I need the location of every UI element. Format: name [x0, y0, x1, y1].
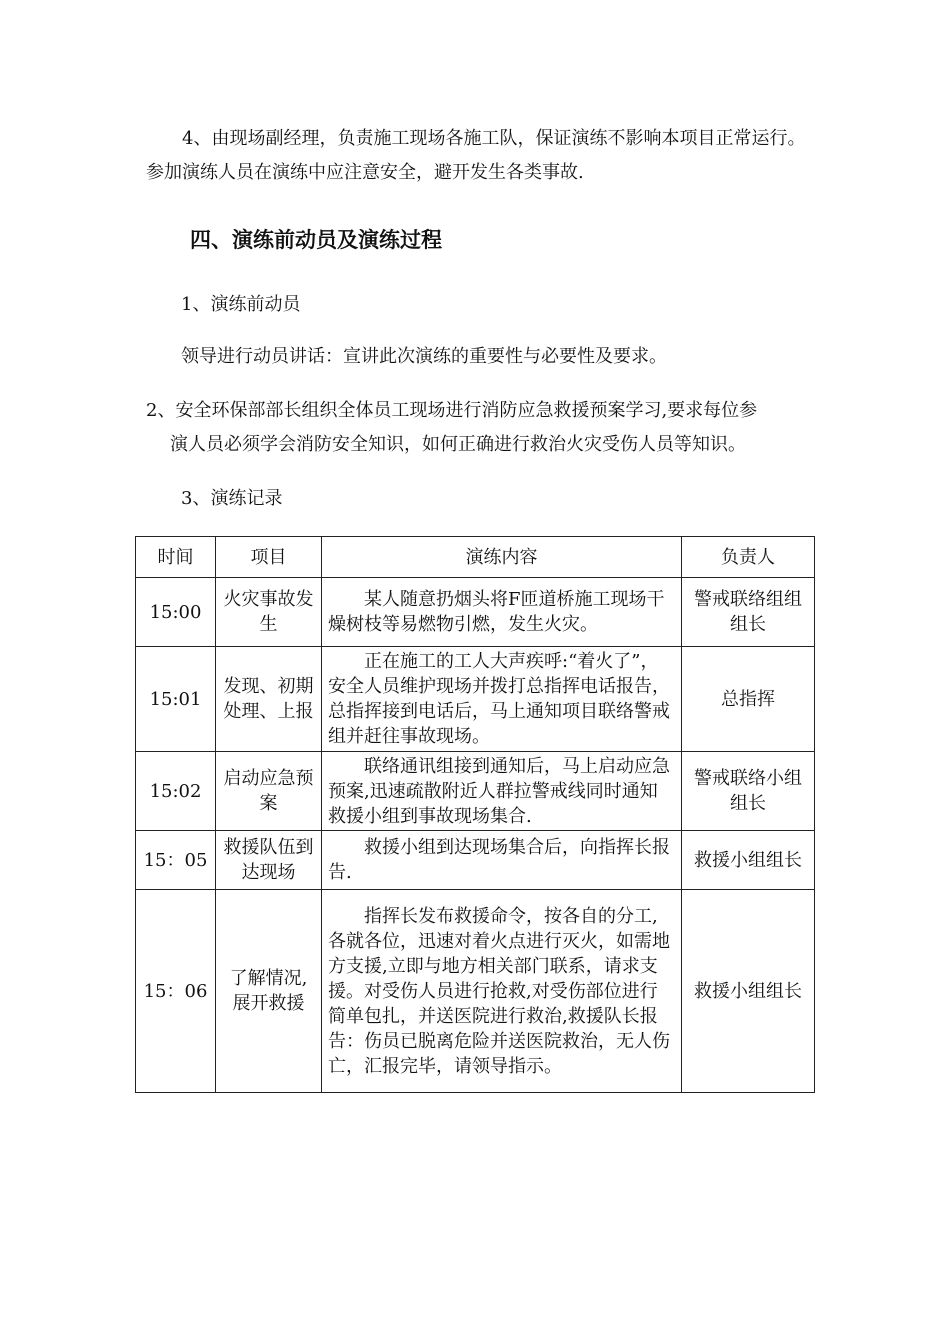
drill-record-table	[135, 536, 815, 1093]
header-owner: 负责人	[682, 537, 815, 578]
header-time: 时间	[136, 537, 216, 578]
cell-owner: 总指挥	[682, 647, 815, 752]
paragraph-item-4: 4、由现场副经理，负责施工现场各施工队，保证演练不影响本项目正常运行。参加演练人员在演练中应注意安全，避开发生各类事故.	[146, 128, 806, 183]
cell-item: 了解情况,展开救援	[216, 890, 322, 1093]
cell-item: 发现、初期处理、上报	[216, 647, 322, 752]
cell-time: 15:00	[136, 578, 216, 647]
cell-content: 指挥长发布救援命令，按各自的分工,各就各位，迅速对着火点进行灭火，如需地方支援,立即与地方相关部门联系，请求支援。对受伤人员进行抢救,对受伤部位进行简单包扎，并送医院进行救治,救援队长报告：伤员已脱离危险并送医院救治，无人伤亡，汇报完毕，请领导指示。	[322, 890, 682, 1093]
cell-item: 启动应急预案	[216, 752, 322, 831]
table-header-row	[136, 537, 815, 578]
cell-item: 火灾事故发生	[216, 578, 322, 647]
table-row	[136, 647, 815, 752]
table-row	[136, 890, 815, 1093]
cell-owner: 救援小组组长	[682, 890, 815, 1093]
header-item: 项目	[216, 537, 322, 578]
table-row	[136, 578, 815, 647]
cell-owner: 警戒联络小组组长	[682, 752, 815, 831]
subsection-body-1: 领导进行动员讲话：宣讲此次演练的重要性与必要性及要求。	[181, 346, 667, 367]
cell-time: 15:02	[136, 752, 216, 831]
table-row	[136, 752, 815, 831]
cell-content: 救援小组到达现场集合后，向指挥长报告.	[322, 831, 682, 890]
cell-owner: 救援小组组长	[682, 831, 815, 890]
cell-owner: 警戒联络组组组长	[682, 578, 815, 647]
cell-item: 救援队伍到达现场	[216, 831, 322, 890]
subsection-heading-1: 1、演练前动员	[181, 294, 301, 315]
subsection-2-line-1: 2、安全环保部部长组织全体员工现场进行消防应急救援预案学习,要求每位参	[146, 400, 758, 421]
table-row	[136, 831, 815, 890]
cell-content: 联络通讯组接到通知后，马上启动应急预案,迅速疏散附近人群拉警戒线同时通知救援小组到事故现场集合.	[322, 752, 682, 831]
cell-content: 正在施工的工人大声疾呼:“着火了”，安全人员维护现场并拨打总指挥电话报告，总指挥接到电话后，马上通知项目联络警戒组并赶往事故现场。	[322, 647, 682, 752]
subsection-heading-3: 3、演练记录	[181, 488, 283, 509]
cell-time: 15：06	[136, 890, 216, 1093]
subsection-2-line-2: 演人员必须学会消防安全知识，如何正确进行救治火灾受伤人员等知识。	[170, 434, 746, 455]
subsection-2	[146, 394, 816, 462]
section-title: 四、演练前动员及演练过程	[190, 228, 442, 252]
header-content: 演练内容	[322, 537, 682, 578]
cell-content: 某人随意扔烟头将F匝道桥施工现场干燥树枝等易燃物引燃，发生火灾。	[322, 578, 682, 647]
cell-time: 15：05	[136, 831, 216, 890]
cell-time: 15:01	[136, 647, 216, 752]
